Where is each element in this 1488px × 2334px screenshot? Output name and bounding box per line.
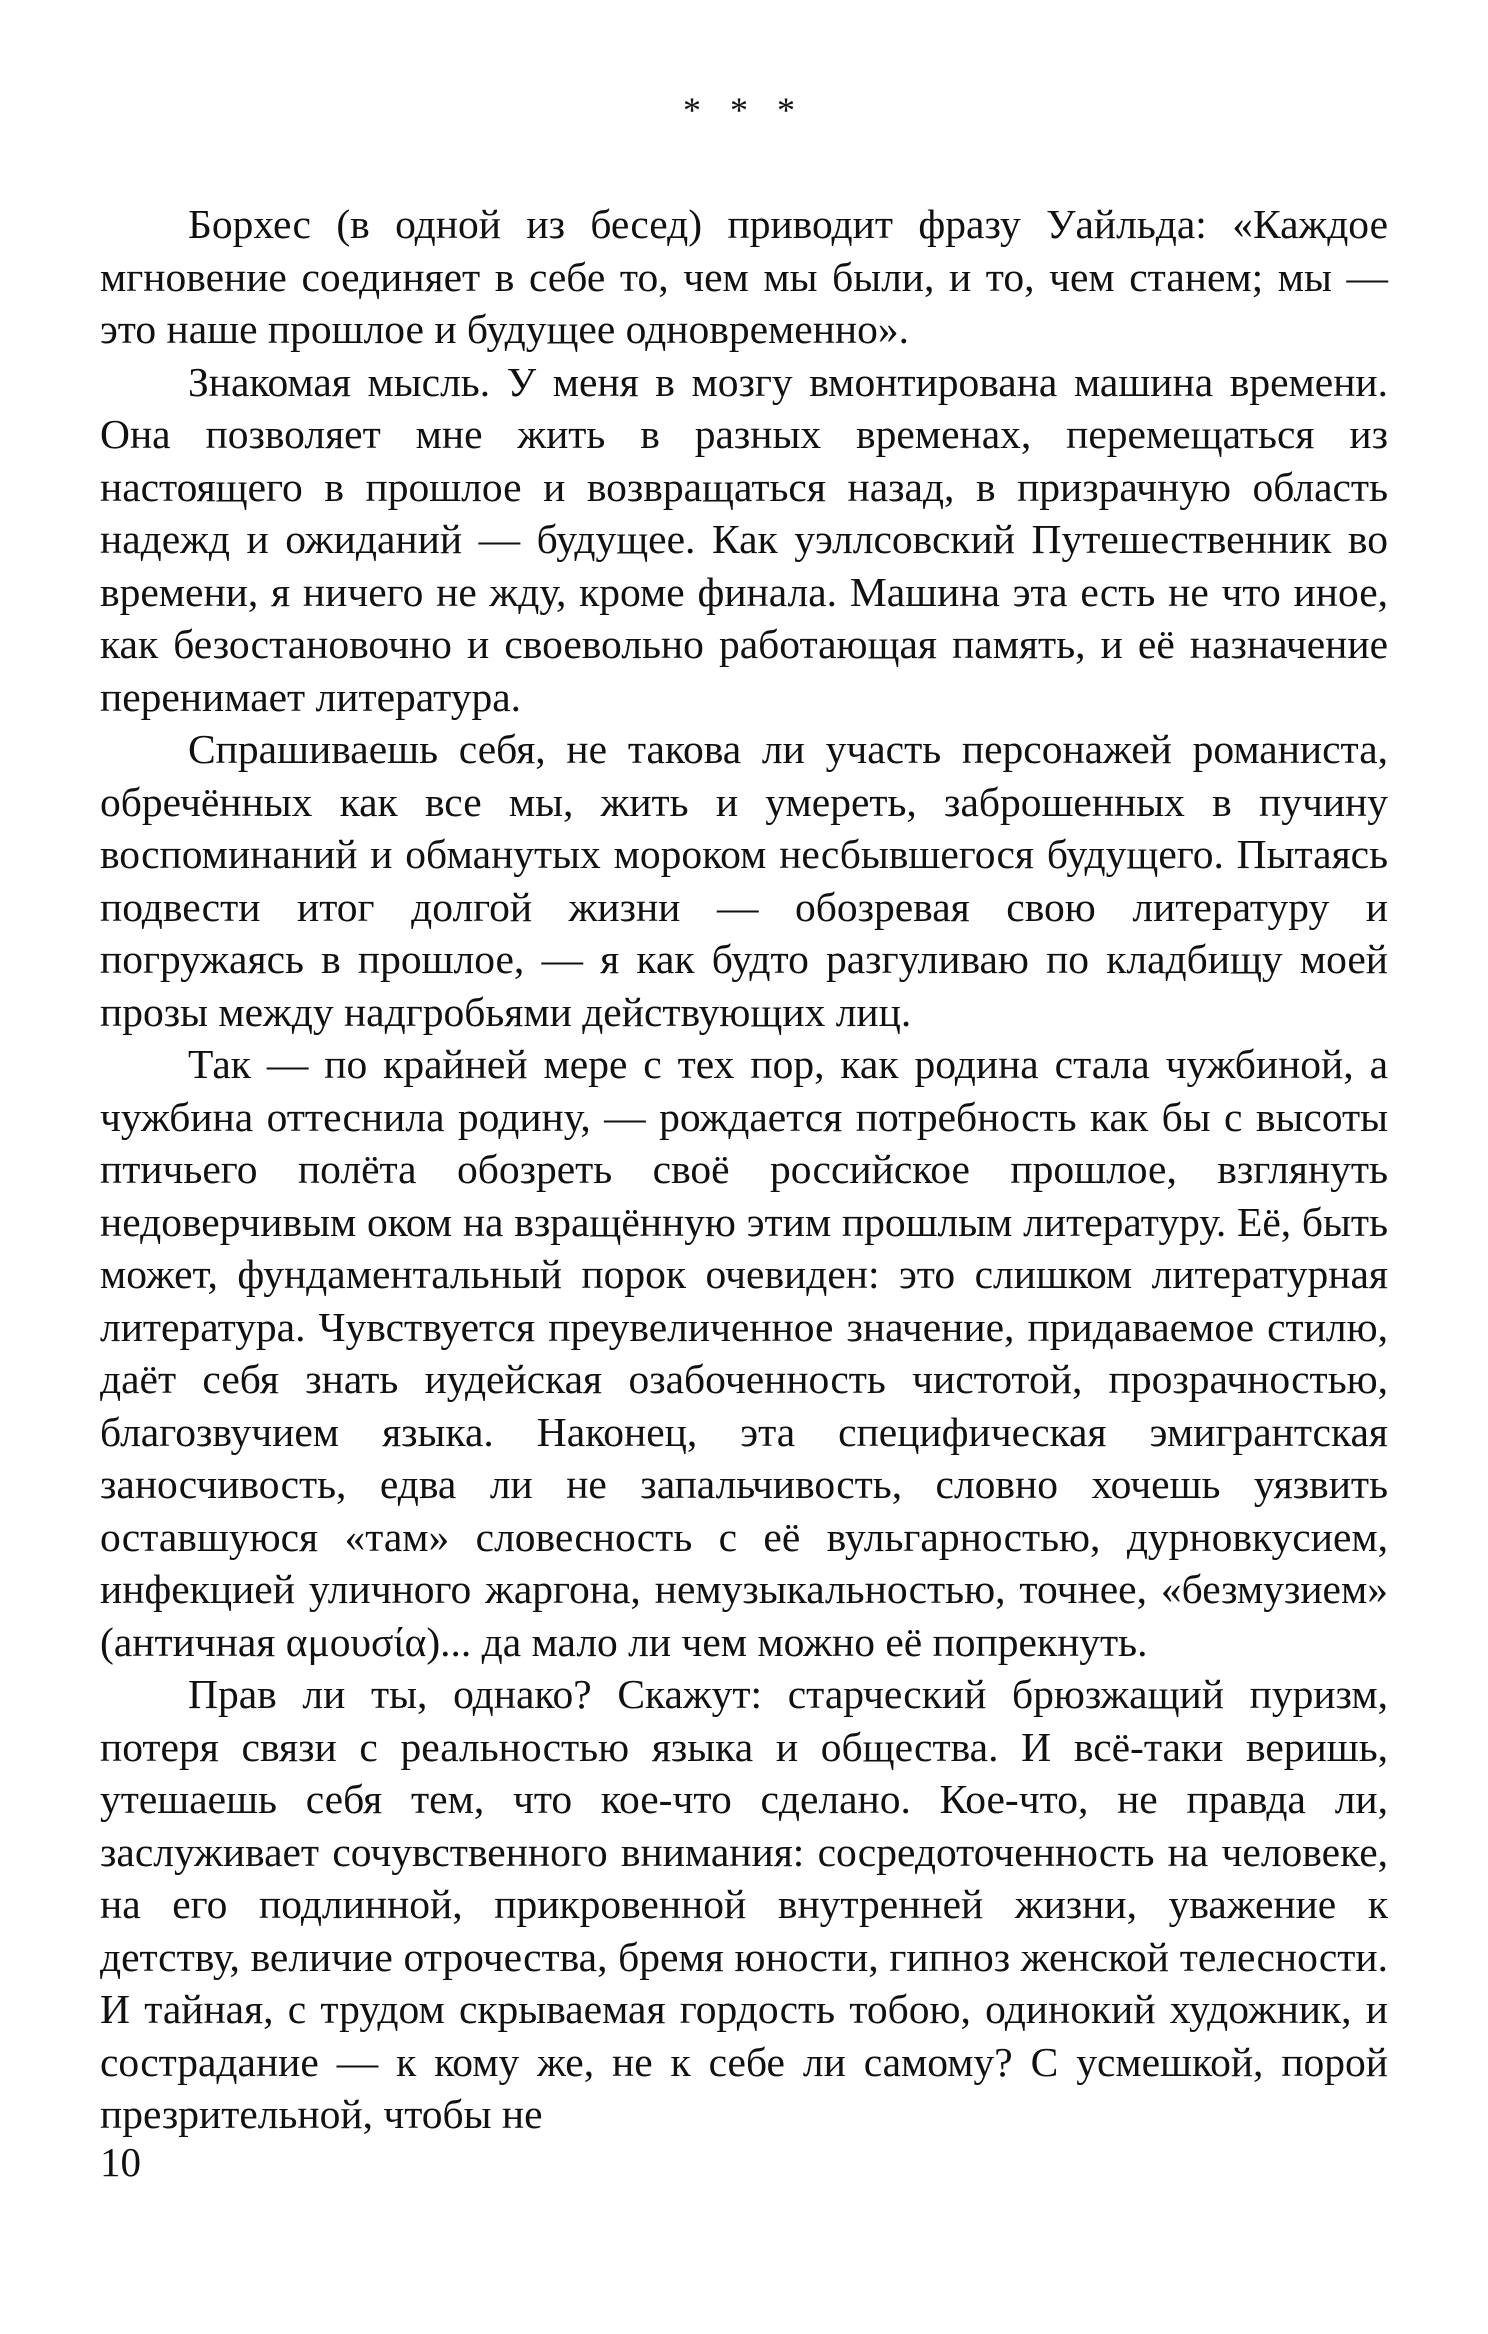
paragraph-5: Прав ли ты, однако? Скажут: старческий брюзжащий пуризм, потеря связи с реальностью языка и общества. И всё-таки веришь, утешаешь себя тем, что кое-что сделано. Кое-что, не правда ли, заслуживает сочувственного внимания: сосредоточенность на человеке, на его подлинной, прикровенной внутренней жизни, уважение к детству, величие отрочества, бремя юности, гипноз женской телесности. И тайная, с трудом скрываемая гордость тобою, одинокий художник, и сострадание — к кому же, не к себе ли самому? С усмешкой, порой презрительной, чтобы не bbox=[100, 1671, 1388, 2137]
paragraph-4: Так — по крайней мере с тех пор, как родина стала чужбиной, а чужбина оттеснила родину, — рождается потребность как бы с высоты птичьего полёта обозреть своё российское прошлое, взглянуть недоверчивым оком на взращённую этим прошлым литературу. Её, быть может, фундаментальный порок очевиден: это слишком литературная литература. Чувствуется преувеличенное значение, придаваемое стилю, даёт себя знать иудейская озабоченность чистотой, прозрачностью, благозвучием языка. Наконец, эта специфическая эмигрантская заносчивость, едва ли не запальчивость, словно хочешь уязвить оставшуюся «там» словесность с её вульгарностью, дурновкусием, инфекцией уличного жаргона, немузыкальностью, точнее, «безмузием» (античная αμουσία)... да мало ли чем можно её попрекнуть. bbox=[100, 1041, 1388, 1665]
page-body bbox=[100, 92, 1388, 2141]
paragraph-1: Борхес (в одной из бесед) приводит фразу Уайльда: «Каждое мгновение соединяет в себе то, чем мы были, и то, чем станем; мы — это наше прошлое и будущее одновременно». bbox=[100, 201, 1388, 352]
paragraph-3: Спрашиваешь себя, не такова ли участь персонажей романиста, обречённых как все мы, жить и умереть, заброшенных в пучину воспоминаний и обманутых мороком несбывшегося будущего. Пытаясь подвести итог долгой жизни — обозревая свою литературу и погружаясь в прошлое, — я как будто разгуливаю по кладбищу моей прозы между надгробьями действующих лиц. bbox=[100, 726, 1388, 1035]
section-separator: * * * bbox=[683, 90, 805, 130]
page-number: 10 bbox=[100, 2139, 141, 2185]
paragraph-2: Знакомая мысль. У меня в мозгу вмонтирована машина времени. Она позволяет мне жить в разных временах, перемещаться из настоящего в прошлое и возвращаться назад, в призрачную область надежд и ожиданий — будущее. Как уэллсовский Путешественник во времени, я ничего не жду, кроме финала. Машина эта есть не что иное, как безостановочно и своевольно работающая память, и её назначение перенимает литература. bbox=[100, 358, 1388, 720]
